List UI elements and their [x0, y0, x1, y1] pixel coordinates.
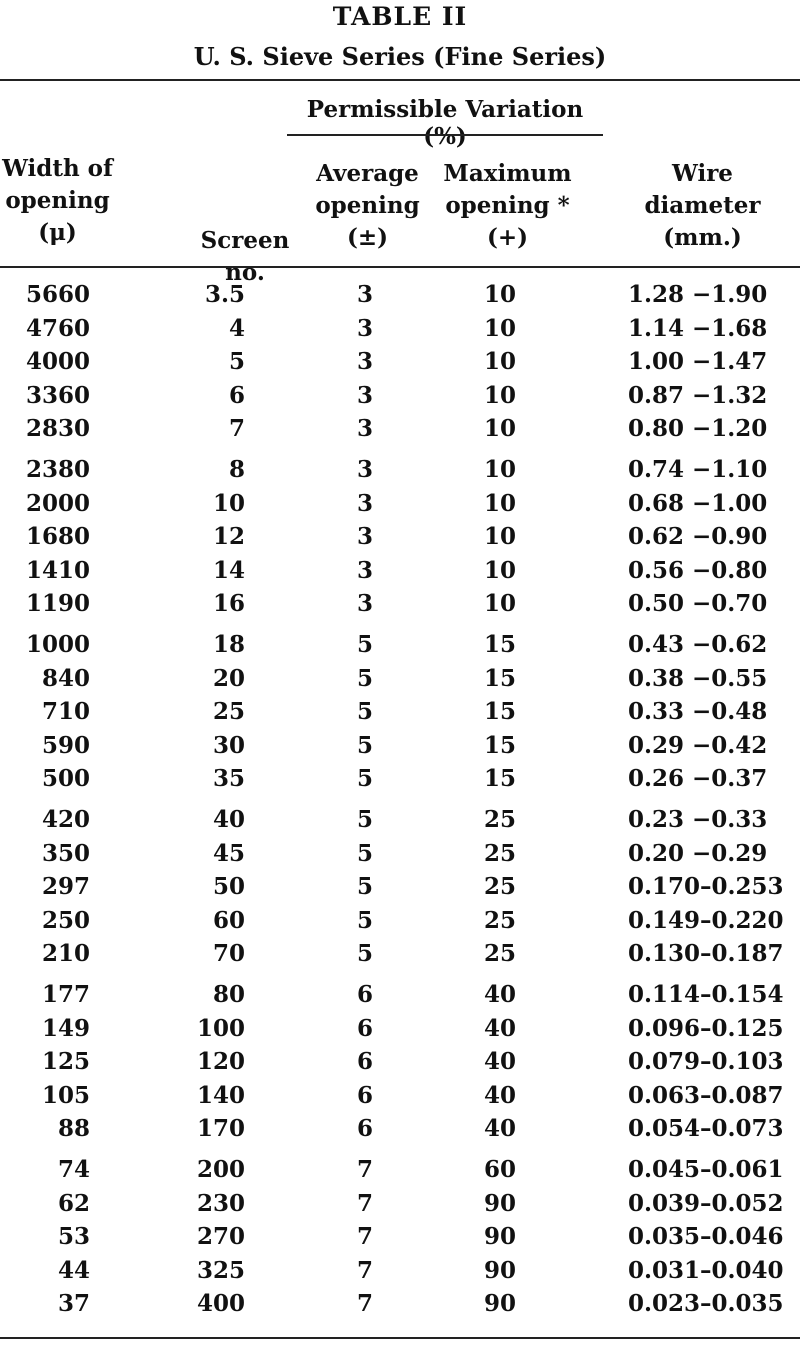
table-row — [0, 412, 800, 446]
cell-screen-no: 270 — [196, 1223, 245, 1251]
cell-width-of-opening: 105 — [41, 1081, 90, 1109]
cell-maximum-opening: 10 — [483, 556, 516, 584]
cell-maximum-opening: 25 — [483, 940, 516, 968]
cell-wire-diameter: 0.149–0.220 — [628, 906, 784, 934]
cell-maximum-opening: 40 — [483, 1048, 516, 1076]
cell-maximum-opening: 10 — [483, 281, 516, 308]
cell-average-opening: 5 — [356, 631, 373, 658]
cell-width-of-opening: 2830 — [25, 415, 90, 443]
cell-maximum-opening: 10 — [483, 489, 516, 517]
header-line: opening — [5, 187, 110, 214]
cell-maximum-opening: 15 — [483, 765, 516, 793]
cell-screen-no: 30 — [212, 731, 245, 759]
header-line: (μ) — [38, 219, 77, 246]
cell-average-opening: 3 — [356, 590, 373, 618]
cell-maximum-opening: 90 — [483, 1290, 516, 1318]
cell-screen-no: 12 — [212, 523, 245, 551]
table-row — [0, 662, 800, 696]
cell-wire-diameter: 1.14 −1.68 — [628, 314, 768, 342]
cell-wire-diameter: 0.74 −1.10 — [628, 456, 768, 483]
cell-screen-no: 14 — [212, 556, 245, 584]
cell-average-opening: 5 — [356, 873, 373, 901]
cell-screen-no: 60 — [212, 906, 245, 934]
cell-width-of-opening: 1000 — [25, 631, 90, 658]
header-line: Screen no. — [200, 227, 290, 286]
cell-maximum-opening: 25 — [483, 906, 516, 934]
cell-screen-no: 100 — [196, 1014, 245, 1042]
cell-screen-no: 5 — [228, 348, 245, 376]
cell-maximum-opening: 25 — [483, 873, 516, 901]
table-row — [0, 554, 800, 588]
cell-maximum-opening: 90 — [483, 1223, 516, 1251]
header-average-opening — [315, 158, 420, 254]
cell-average-opening: 5 — [356, 698, 373, 726]
permissible-variation-header: Permissible Variation (%) — [306, 96, 584, 150]
cell-maximum-opening: 15 — [483, 698, 516, 726]
cell-width-of-opening: 4000 — [25, 348, 90, 376]
cell-screen-no: 50 — [212, 873, 245, 901]
cell-wire-diameter: 0.80 −1.20 — [628, 415, 768, 443]
cell-width-of-opening: 37 — [57, 1290, 90, 1318]
header-line: (mm.) — [663, 224, 742, 251]
cell-width-of-opening: 1680 — [25, 523, 90, 551]
table-row — [0, 345, 800, 379]
cell-maximum-opening: 40 — [483, 981, 516, 1008]
table-row — [0, 904, 800, 938]
cell-maximum-opening: 10 — [483, 523, 516, 551]
cell-width-of-opening: 149 — [41, 1014, 90, 1042]
cell-width-of-opening: 3360 — [25, 381, 90, 409]
table-row — [0, 379, 800, 413]
table-row — [0, 837, 800, 871]
header-line: opening * — [445, 192, 570, 219]
table-row — [0, 1045, 800, 1079]
header-line: Width of — [2, 155, 113, 182]
cell-width-of-opening: 420 — [41, 806, 90, 833]
cell-average-opening: 5 — [356, 940, 373, 968]
cell-width-of-opening: 62 — [57, 1189, 90, 1217]
cell-average-opening: 3 — [356, 523, 373, 551]
cell-width-of-opening: 4760 — [25, 314, 90, 342]
header-screen-no — [180, 225, 310, 286]
table-subtitle: U. S. Sieve Series (Fine Series) — [193, 42, 607, 71]
cell-average-opening: 6 — [356, 1048, 373, 1076]
cell-average-opening: 7 — [356, 1223, 373, 1251]
cell-wire-diameter: 0.023–0.035 — [628, 1290, 784, 1318]
cell-maximum-opening: 15 — [483, 664, 516, 692]
cell-screen-no: 140 — [196, 1081, 245, 1109]
cell-width-of-opening: 840 — [41, 664, 90, 692]
header-line: Average — [316, 160, 419, 187]
cell-average-opening: 3 — [356, 281, 373, 308]
table-row — [0, 803, 800, 837]
table-row — [0, 1153, 800, 1187]
cell-average-opening: 7 — [356, 1290, 373, 1318]
table-row — [0, 278, 800, 312]
cell-screen-no: 80 — [212, 981, 245, 1008]
cell-wire-diameter: 0.114–0.154 — [628, 981, 784, 1008]
cell-average-opening: 3 — [356, 556, 373, 584]
table-row — [0, 695, 800, 729]
table-row — [0, 1112, 800, 1146]
cell-maximum-opening: 10 — [483, 348, 516, 376]
cell-maximum-opening: 40 — [483, 1081, 516, 1109]
cell-width-of-opening: 210 — [41, 940, 90, 968]
permissible-variation-underline — [287, 134, 603, 136]
cell-width-of-opening: 500 — [41, 765, 90, 793]
table-row — [0, 1187, 800, 1221]
table-row — [0, 1012, 800, 1046]
cell-wire-diameter: 0.33 −0.48 — [628, 698, 768, 726]
top-rule — [0, 79, 800, 81]
cell-average-opening: 6 — [356, 1014, 373, 1042]
table-row — [0, 453, 800, 487]
header-line: Maximum — [443, 160, 572, 187]
cell-maximum-opening: 60 — [483, 1156, 516, 1183]
cell-wire-diameter: 0.50 −0.70 — [628, 590, 768, 618]
cell-wire-diameter: 0.87 −1.32 — [628, 381, 768, 409]
cell-average-opening: 5 — [356, 806, 373, 833]
cell-wire-diameter: 1.00 −1.47 — [628, 348, 768, 376]
cell-width-of-opening: 1190 — [25, 590, 90, 618]
cell-screen-no: 120 — [196, 1048, 245, 1076]
table-row — [0, 762, 800, 796]
header-wire-diameter — [630, 158, 775, 254]
table-row — [0, 487, 800, 521]
cell-wire-diameter: 0.054–0.073 — [628, 1115, 784, 1143]
cell-average-opening: 5 — [356, 906, 373, 934]
cell-wire-diameter: 0.29 −0.42 — [628, 731, 768, 759]
table-row — [0, 312, 800, 346]
cell-width-of-opening: 590 — [41, 731, 90, 759]
table-row — [0, 937, 800, 971]
cell-screen-no: 18 — [212, 631, 245, 658]
cell-wire-diameter: 0.23 −0.33 — [628, 806, 768, 833]
table-row — [0, 1079, 800, 1113]
cell-wire-diameter: 0.045–0.061 — [628, 1156, 784, 1183]
cell-average-opening: 6 — [356, 1115, 373, 1143]
header-line: Wire — [672, 160, 733, 187]
cell-width-of-opening: 2000 — [25, 489, 90, 517]
cell-wire-diameter: 0.20 −0.29 — [628, 839, 768, 867]
cell-width-of-opening: 2380 — [25, 456, 90, 483]
table-row — [0, 729, 800, 763]
cell-screen-no: 70 — [212, 940, 245, 968]
cell-maximum-opening: 10 — [483, 314, 516, 342]
cell-width-of-opening: 88 — [57, 1115, 90, 1143]
cell-maximum-opening: 10 — [483, 381, 516, 409]
cell-width-of-opening: 5660 — [25, 281, 90, 308]
cell-maximum-opening: 90 — [483, 1189, 516, 1217]
table-row — [0, 1254, 800, 1288]
cell-average-opening: 5 — [356, 664, 373, 692]
cell-width-of-opening: 53 — [57, 1223, 90, 1251]
cell-screen-no: 3.5 — [204, 281, 245, 308]
cell-width-of-opening: 44 — [57, 1256, 90, 1284]
cell-wire-diameter: 0.079–0.103 — [628, 1048, 784, 1076]
cell-average-opening: 3 — [356, 415, 373, 443]
header-line: (+) — [486, 224, 529, 251]
cell-screen-no: 8 — [228, 456, 245, 483]
cell-width-of-opening: 177 — [41, 981, 90, 1008]
cell-wire-diameter: 0.26 −0.37 — [628, 765, 768, 793]
cell-average-opening: 3 — [356, 456, 373, 483]
cell-average-opening: 7 — [356, 1189, 373, 1217]
cell-screen-no: 16 — [212, 590, 245, 618]
cell-screen-no: 200 — [196, 1156, 245, 1183]
table-row — [0, 520, 800, 554]
cell-average-opening: 7 — [356, 1156, 373, 1183]
header-line: (±) — [346, 224, 389, 251]
table-row — [0, 1220, 800, 1254]
header-line: opening — [315, 192, 420, 219]
bottom-rule — [0, 1337, 800, 1339]
cell-screen-no: 325 — [196, 1256, 245, 1284]
cell-screen-no: 20 — [212, 664, 245, 692]
cell-screen-no: 7 — [228, 415, 245, 443]
cell-average-opening: 5 — [356, 731, 373, 759]
cell-width-of-opening: 1410 — [25, 556, 90, 584]
table-row — [0, 587, 800, 621]
cell-wire-diameter: 0.096–0.125 — [628, 1014, 784, 1042]
cell-wire-diameter: 0.43 −0.62 — [628, 631, 768, 658]
table-title: TABLE II — [332, 2, 468, 31]
table-row — [0, 978, 800, 1012]
cell-average-opening: 3 — [356, 489, 373, 517]
cell-wire-diameter: 0.063–0.087 — [628, 1081, 784, 1109]
cell-wire-diameter: 0.68 −1.00 — [628, 489, 768, 517]
header-line: diameter — [644, 192, 761, 219]
cell-wire-diameter: 0.035–0.046 — [628, 1223, 784, 1251]
header-rule — [0, 266, 800, 268]
cell-maximum-opening: 40 — [483, 1014, 516, 1042]
cell-wire-diameter: 0.039–0.052 — [628, 1189, 784, 1217]
cell-maximum-opening: 10 — [483, 456, 516, 483]
cell-wire-diameter: 0.170–0.253 — [628, 873, 784, 901]
cell-screen-no: 35 — [212, 765, 245, 793]
cell-screen-no: 40 — [212, 806, 245, 833]
cell-width-of-opening: 125 — [41, 1048, 90, 1076]
cell-average-opening: 3 — [356, 314, 373, 342]
cell-screen-no: 230 — [196, 1189, 245, 1217]
cell-maximum-opening: 15 — [483, 631, 516, 658]
header-width-of-opening — [0, 153, 115, 249]
cell-screen-no: 25 — [212, 698, 245, 726]
cell-wire-diameter: 0.56 −0.80 — [628, 556, 768, 584]
cell-average-opening: 6 — [356, 981, 373, 1008]
cell-average-opening: 3 — [356, 348, 373, 376]
cell-wire-diameter: 0.62 −0.90 — [628, 523, 768, 551]
cell-width-of-opening: 710 — [41, 698, 90, 726]
cell-width-of-opening: 350 — [41, 839, 90, 867]
cell-wire-diameter: 0.130–0.187 — [628, 940, 784, 968]
cell-maximum-opening: 15 — [483, 731, 516, 759]
cell-screen-no: 400 — [196, 1290, 245, 1318]
cell-maximum-opening: 10 — [483, 590, 516, 618]
cell-width-of-opening: 74 — [57, 1156, 90, 1183]
cell-maximum-opening: 10 — [483, 415, 516, 443]
cell-screen-no: 6 — [228, 381, 245, 409]
cell-average-opening: 5 — [356, 839, 373, 867]
cell-screen-no: 170 — [196, 1115, 245, 1143]
cell-screen-no: 45 — [212, 839, 245, 867]
header-maximum-opening — [440, 158, 575, 254]
cell-maximum-opening: 25 — [483, 839, 516, 867]
cell-width-of-opening: 297 — [41, 873, 90, 901]
cell-average-opening: 5 — [356, 765, 373, 793]
table-row — [0, 1287, 800, 1321]
cell-average-opening: 7 — [356, 1256, 373, 1284]
cell-maximum-opening: 90 — [483, 1256, 516, 1284]
cell-width-of-opening: 250 — [41, 906, 90, 934]
cell-wire-diameter: 0.38 −0.55 — [628, 664, 768, 692]
table-row — [0, 870, 800, 904]
cell-maximum-opening: 25 — [483, 806, 516, 833]
cell-wire-diameter: 0.031–0.040 — [628, 1256, 784, 1284]
cell-maximum-opening: 40 — [483, 1115, 516, 1143]
cell-average-opening: 3 — [356, 381, 373, 409]
cell-wire-diameter: 1.28 −1.90 — [628, 281, 768, 308]
cell-screen-no: 10 — [212, 489, 245, 517]
cell-average-opening: 6 — [356, 1081, 373, 1109]
table-row — [0, 628, 800, 662]
cell-screen-no: 4 — [228, 314, 245, 342]
